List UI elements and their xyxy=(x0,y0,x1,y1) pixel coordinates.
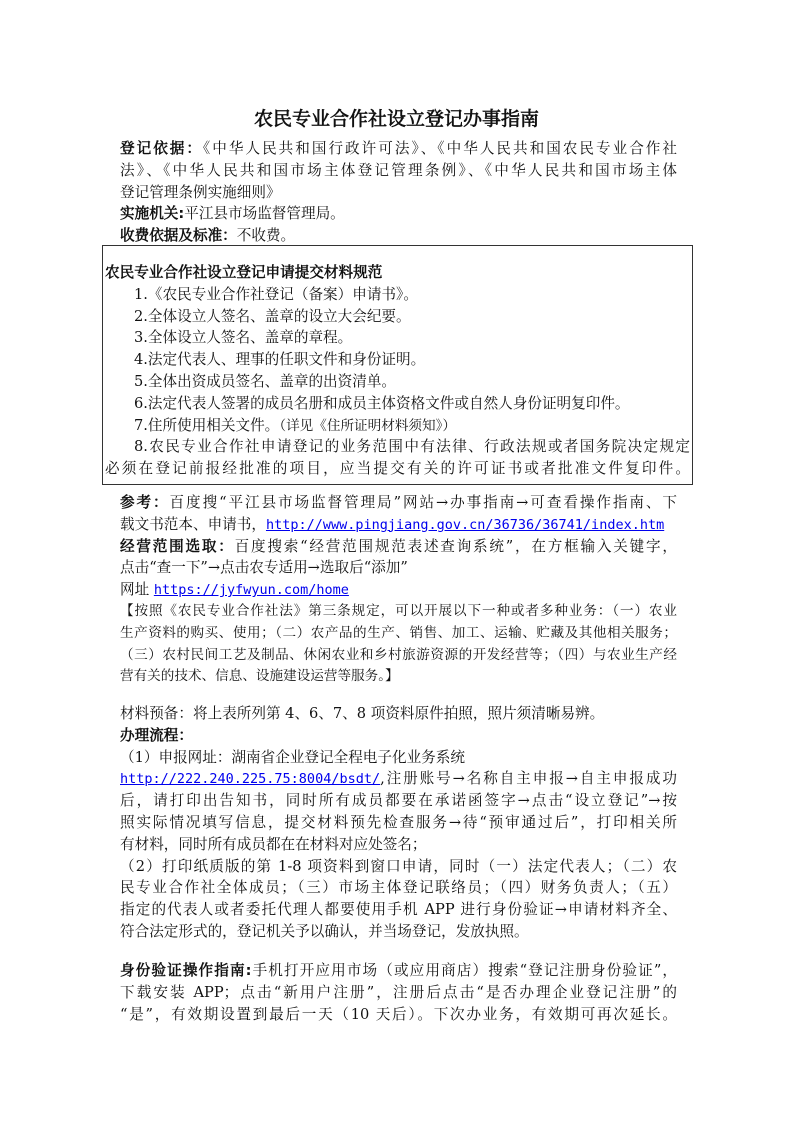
reference-section: 参考：百度搜“平江县市场监督管理局”网站→办事指南→可查看操作指南、下 载文书范本、申请书，http://www.pingjiang.gov.cn/36736/36741/index.htm 经营范围选取：百度搜索“经营范围规范表述查询系统”，在方框输入关键字， 点击“查一下”→点击农专适用→选取后“添加” 网址 https://jyfwyun.com/home 【按照《农民专业合作社法》第三条规定，可以开展以下一种或者多种业务：（一）农业 生产资料的购买、使用；（二）农产品的生产、销售、加工、运输、贮藏及其他相关服务； （三）农村民间工艺及制品、休闲农业和乡村旅游资源的开发经营等；（四）与农业生产经 营有关的技术、信息、设施建设运营等服务。】 xyxy=(120,494,677,685)
material-item: 4.法定代表人、理事的任职文件和身份证明。 xyxy=(134,351,426,369)
material-item: 8.农民专业合作社申请登记的业务范围中有法律、行政法规或者国务院决定规定 xyxy=(134,438,690,456)
prep-note: 材料预备：将上表所列第 4、6、7、8 项资料原件拍照，照片须清晰易辨。 xyxy=(120,705,605,722)
basis-label: 登记依据： xyxy=(120,140,203,157)
reference-link[interactable]: http://www.pingjiang.gov.cn/36736/36741/index.htm xyxy=(265,516,665,533)
process-section: 材料预备：将上表所列第 4、6、7、8 项资料原件拍照，照片须清晰易辨。 办理流程： （1）申报网址：湖南省企业登记全程电子化业务系统 http://222.240.225.75:8004/bsdt/,注册账号→名称自主申报→自主申报成功 后，请打印出告知书，同时所有成员都要在承诺函签字→点击“设立登记”→按 照实际情况填写信息，提交材料预先检查服务→待“预审通过后”，打印相关所 有材料，同时所有成员都在在材料对应处签名； （2）打印纸质版的第 1-8 项资料到窗口申请，同时（一）法定代表人；（二）农 民专业合作社全体成员；（三）市场主体登记联络员；（四）财务负责人；（五） 指定的代表人或者委托代理人都要使用手机 APP 进行身份验证→申请材料齐全、 符合法定形式的，登记机关予以确认，并当场登记，发放执照。 xyxy=(120,705,677,940)
material-item: 1.《农民专业合作社登记（备案）申请书》。 xyxy=(134,285,418,303)
id-verify-section: 身份验证操作指南:手机打开应用市场（或应用商店）搜索“登记注册身份验证”， 下载安装 APP；点击“新用户注册”，注册后点击“是否办理企业登记注册”的 “是”，有效期设置到最后一天（10 天后）。下次办业务，有效期可再次延长。 xyxy=(120,962,677,1023)
process-heading: 办理流程： xyxy=(120,726,193,744)
material-item: 2.全体设立人签名、盖章的设立大会纪要。 xyxy=(134,307,411,325)
materials-heading: 农民专业合作社设立登记申请提交材料规范 xyxy=(105,264,383,281)
page-title: 农民专业合作社设立登记办事指南 xyxy=(253,108,539,130)
material-item: 7.住所使用相关文件。（详见《住所证明材料须知》） xyxy=(134,416,456,434)
agency: 实施机关:平江县市场监督管理局。 xyxy=(120,205,345,223)
materials-box: 农民专业合作社设立登记申请提交材料规范 1.《农民专业合作社登记（备案）申请书》。 2.全体设立人签名、盖章的设立大会纪要。 3.全体设立人签名、盖章的章程。 4.法定代表人、理事的任职文件和身份证明。 5.全体出资成员签名、盖章的出资清单。 6.法定代表人签署的成员名册和成员主体资格文件或自然人身份证明复印件。 7.住所使用相关文件。（详见《住所证明材料须知》） 8.农民专业合作社申请登记的业务范围中有法律、行政法规或者国务院决定规定 必须在登记前报经批准的项目，应当提交有关的许可证书或者批准文件复印件。 xyxy=(102,245,693,485)
scope-link[interactable]: https://jyfwyun.com/home xyxy=(153,582,349,599)
basis-section: 登记依据：《中华人民共和国行政许可法》、《中华人民共和国农民专业合作社 法》、《中华人民共和国市场主体登记管理条例》、《中华人民共和国市场主体 登记管理条例实施细则》 实施机关:平江县市场监督管理局。 收费依据及标准：不收费。 xyxy=(120,138,677,247)
material-item: 3.全体设立人签名、盖章的章程。 xyxy=(134,329,353,347)
fee: 收费依据及标准：不收费。 xyxy=(120,227,296,245)
material-item: 5.全体出资成员签名、盖章的出资清单。 xyxy=(134,372,397,390)
material-item: 6.法定代表人签署的成员名册和成员主体资格文件或自然人身份证明复印件。 xyxy=(134,394,630,412)
apply-link[interactable]: http://222.240.225.75:8004/bsdt/ xyxy=(120,771,381,788)
